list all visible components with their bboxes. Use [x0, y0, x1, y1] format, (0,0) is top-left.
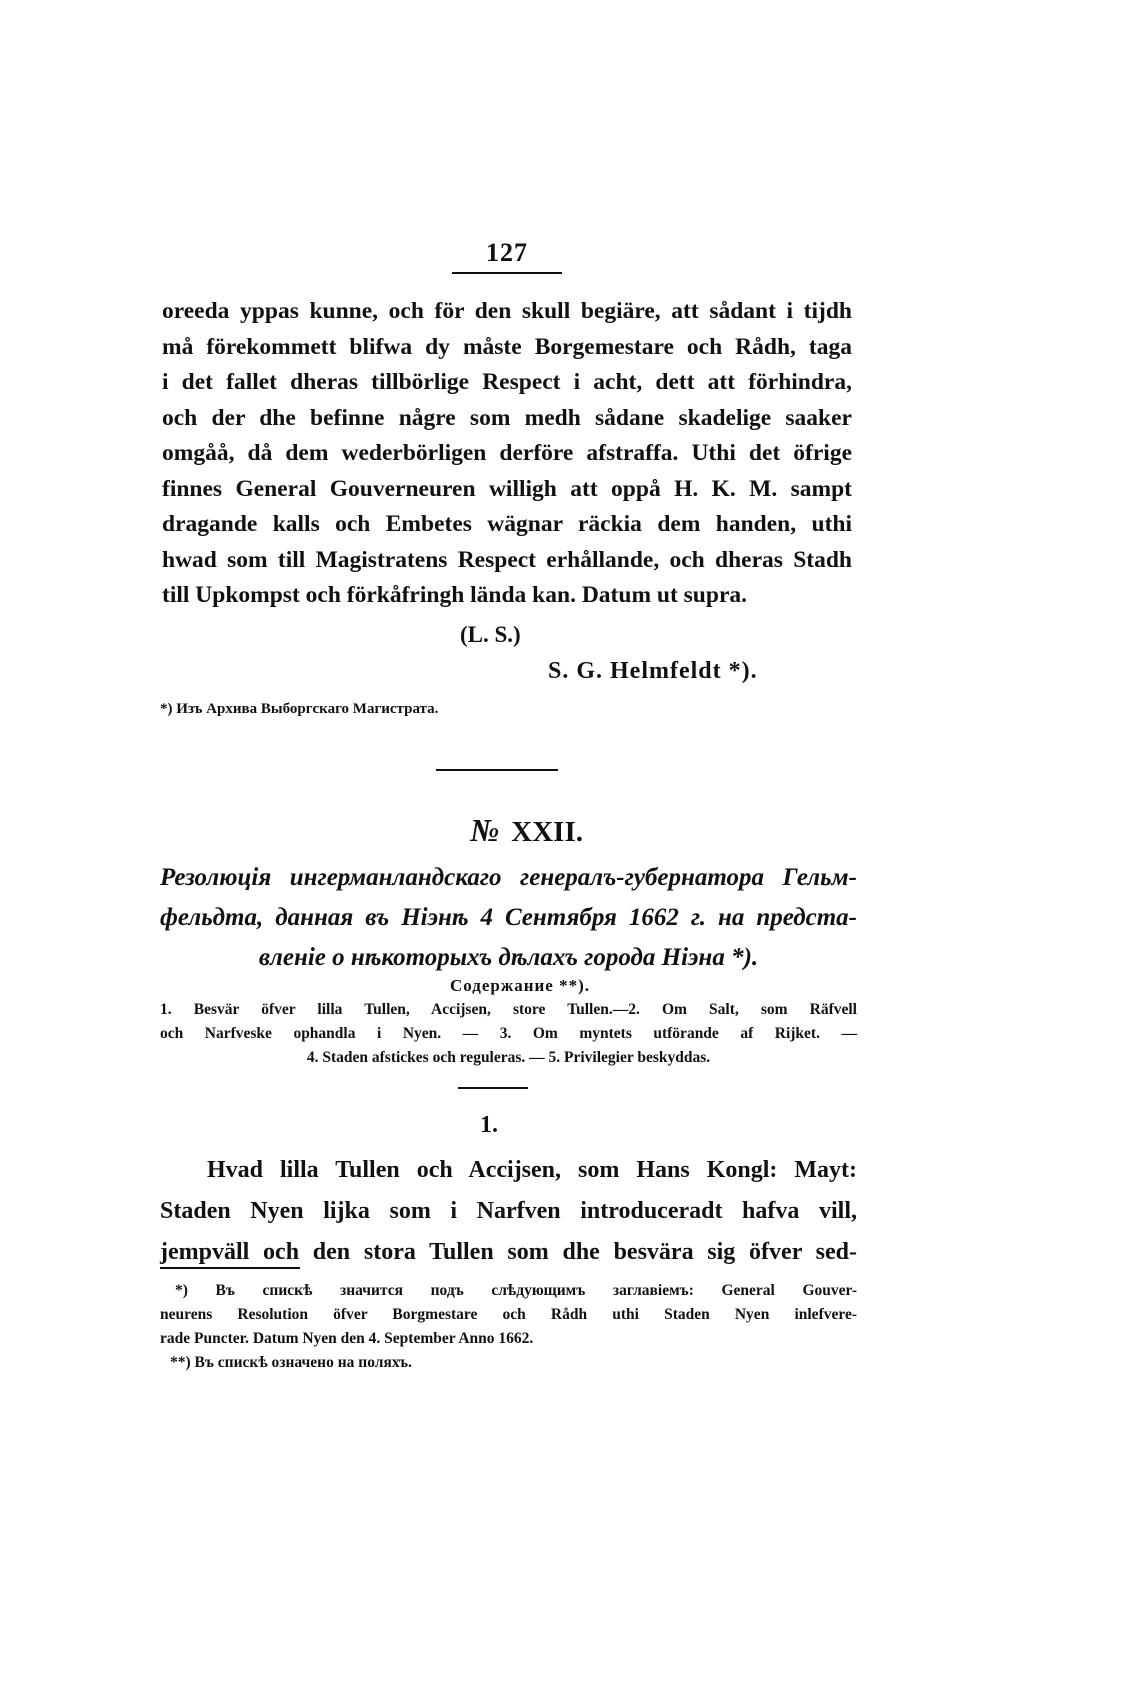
page-number: 127 [486, 238, 528, 267]
contents-line: och Narfveske ophandla i Nyen. — 3. Om myntets utförande af Rijket. — [160, 1025, 857, 1042]
seal-mark: (L. S.) [460, 622, 521, 647]
section-body [160, 1150, 857, 1273]
text-line: jempväll och den stora Tullen som dhe besvära sig öfver sed- [160, 1239, 857, 1265]
roman-numeral: XXII. [511, 816, 583, 848]
text-line: i det fallet dheras tillbörlige Respect i acht, dett att förhindra, [162, 369, 852, 395]
title-line: фельдта, данная въ Ніэнѣ 4 Сентября 1662 г. на предста- [160, 904, 857, 931]
document-title [160, 858, 857, 978]
footnote-line: *) Въ спискѣ значится подъ слѣдующимъ заглавіемъ: General Gouver- [175, 1282, 857, 1299]
contents-line: 1. Besvär öfver lilla Tullen, Accijsen, store Tullen.—2. Om Salt, som Räfvell [160, 1001, 857, 1018]
section-divider [436, 769, 558, 771]
footnote-rule [160, 1267, 300, 1269]
text-line: Staden Nyen lijka som i Narfven introduceradt hafva vill, [160, 1198, 857, 1224]
text-line: oreeda yppas kunne, och för den skull begiäre, att sådant i tijdh [162, 298, 852, 324]
number-sign: № [470, 812, 500, 848]
contents-line: 4. Staden afstickes och reguleras. — 5. Privilegier beskyddas. [306, 1049, 711, 1066]
text-line: finnes General Gouverneuren willigh att oppå H. K. M. sampt [162, 475, 852, 502]
text-line: hwad som till Magistratens Respect erhållande, och dheras Stadh [162, 546, 852, 573]
section-number: 1. [480, 1112, 498, 1138]
text-line: till Upkompst och förkåfringh lända kan. Datum ut supra. [162, 582, 747, 608]
document-number [470, 812, 583, 849]
contents-heading: Содержание **). [449, 976, 590, 995]
text-line: må förekommett blifwa dy måste Borgemestare och Rådh, taga [162, 333, 852, 360]
page-number-rule [452, 272, 562, 274]
text-line: och der dhe befinne någre som medh sådane skadelige saaker [162, 404, 852, 431]
footnote-margins: **) Въ спискѣ означено на поляхъ. [170, 1354, 412, 1371]
title-line: Резолюція ингерманландскаго генералъ-губернатора Гельм- [160, 864, 857, 891]
signature: S. G. Helmfeldt *). [548, 658, 758, 684]
footnote-line: neurens Resolution öfver Borgmestare och Rådh uthi Staden Nyen inlefvere- [160, 1306, 857, 1323]
text-line: omgåå, då dem wederbörligen derföre afstraffa. Uthi det öfrige [162, 440, 852, 466]
footnote-line: rade Puncter. Datum Nyen den 4. September Anno 1662. [160, 1330, 534, 1347]
title-line: вленіе о нѣкоторыхъ дѣлахъ города Ніэна *). [258, 944, 759, 971]
text-line: dragande kalls och Embetes wägnar räckia dem handen, uthi [162, 511, 852, 537]
footnote-archive: *) Изъ Архива Выборгскаго Магистрата. [160, 701, 439, 717]
contents-summary [160, 998, 857, 1070]
contents-divider [458, 1087, 528, 1089]
text-line: Hvad lilla Tullen och Accijsen, som Hans Kongl: Mayt: [207, 1157, 857, 1183]
footnotes [160, 1279, 857, 1375]
continued-paragraph [162, 294, 852, 614]
